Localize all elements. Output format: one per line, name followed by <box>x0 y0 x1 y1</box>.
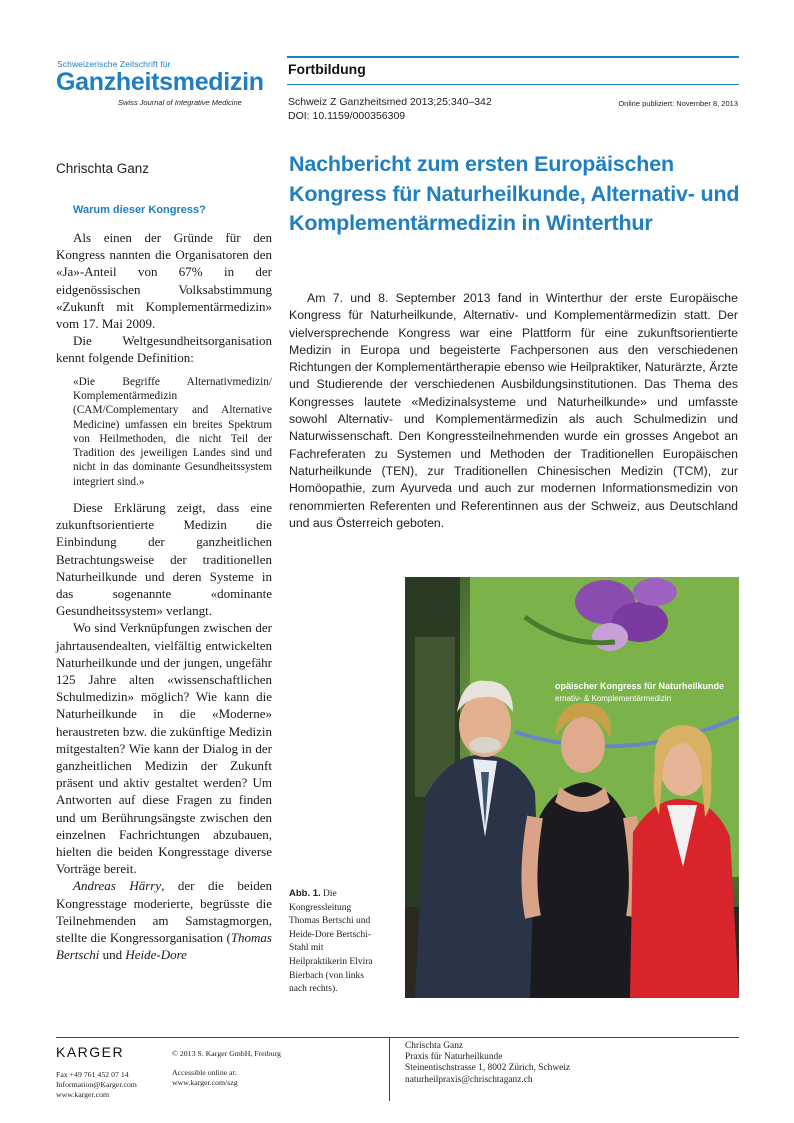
copyright: © 2013 S. Karger GmbH, Freiburg <box>172 1049 281 1058</box>
journal-subtitle: Swiss Journal of Integrative Medicine <box>118 98 242 107</box>
address-org: Praxis für Naturheilkunde <box>405 1052 503 1063</box>
caption-text: Die Kongressleitung Thomas Bertschi und Heide-Dore Bertschi-Stahl mit Heilpraktikerin Elvira Bierbach (von links nach rechts). <box>289 889 373 995</box>
person-name: Heide-Dore <box>125 947 187 963</box>
publisher-website[interactable]: www.karger.com <box>56 1090 110 1099</box>
banner-text: ernativ- & Komplementärmedizin <box>555 694 672 703</box>
access-url[interactable]: www.karger.com/szg <box>172 1078 238 1087</box>
banner-text: opäischer Kongress für Naturheilkunde <box>555 681 725 691</box>
publisher-logo: KARGER <box>56 1044 125 1060</box>
body-paragraph: Als einen der Gründe für den Kongress nannten die Organisatoren den «Ja»-Anteil von 67% in der eidgenössischen Volksabstimmung «Zukunft mit Komplementärmedizin» vom 17. Mai 2009. <box>56 230 272 332</box>
journal-title: Ganzheitsmedizin <box>56 68 264 96</box>
person-name: Thomas Bertschi <box>56 930 272 963</box>
address-street: Steinentischstrasse 1, 8002 Zürich, Schweiz <box>405 1063 571 1074</box>
fax: Fax +49 761 452 07 14 <box>56 1070 129 1079</box>
doi-link[interactable]: DOI: 10.1159/000356309 <box>288 110 406 122</box>
citation: Schweiz Z Ganzheitsmed 2013;25:340–342 <box>288 96 492 108</box>
body-paragraph: Wo sind Verknüpfungen zwischen der jahrtausendealten, vielfältig entwickelten Naturheilkunde und der jungen, ungefähr 125 Jahre alten «wissenschaftlichen Schulmedizin» möglich? Wie kann die Naturheilkunde in die «Moderne» heraustreten bzw. die zukünftige Medizin mitgestalten? Wie kann der Dialog in der ganzheitlichen Medizin der Zukunft präsent und aktiv gestaltet werden? Um Antworten auf diese Fragen zu finden und um Berührungsängste zwischen den einzelnen Fachrichtungen abzubauen, hielten die beiden Kongresstage diverse Vorträge bereit. <box>56 620 272 877</box>
journal-kicker: Schweizerische Zeitschrift für <box>57 59 171 69</box>
access-info <box>172 1068 238 1088</box>
section-rule-top <box>287 56 739 58</box>
person-name: Andreas Härry <box>73 878 162 894</box>
figure-label: Abb. 1. <box>289 888 321 899</box>
section-rule-bottom <box>287 84 739 85</box>
paragraph-text: , der die beiden Kongresstage moderierte, begrüsste die Teilnehmenden am Samstagmorgen, stellte die Kongressorganisation ( <box>56 878 272 946</box>
block-quote: «Die Begriffe Alternativmedizin/ Komplementärmedizin (CAM/Complementary and Alternative Medicine) umfassen ein breites Spektrum von Heilmethoden, die nicht Teil der Tradition des jeweiligen Landes sind und nicht in das dominante Gesundheitssystem integriert sind.» <box>73 375 272 488</box>
correspondence-address <box>405 1041 570 1086</box>
online-date: Online publiziert: November 8, 2013 <box>618 99 738 108</box>
paragraph-text: und <box>99 947 126 963</box>
section-label: Fortbildung <box>288 61 366 77</box>
address-email[interactable]: naturheilpraxis@chrischtaganz.ch <box>405 1074 533 1085</box>
address-name: Chrischta Ganz <box>405 1041 464 1051</box>
footer-divider <box>389 1037 390 1101</box>
access-label: Accessible online at: <box>172 1068 237 1077</box>
body-paragraph: Diese Erklärung zeigt, dass eine zukunftsorientierte Medizin die Einbindung der ganzheitlichen Betrachtungsweise der traditionellen Naturheilkunde und deren Systeme in das sogenannte «dominante Gesundheitssystem» verlangt. <box>56 500 272 619</box>
body-paragraph <box>56 877 272 963</box>
lead-paragraph: Am 7. und 8. September 2013 fand in Winterthur der erste Europäische Kongress für Naturheilkunde, Alternativ- und Komplementärmedizin statt. Der vielversprechende Kongress war eine Plattform für eine zukunftsorientierte Medizin in Europa und begeisterte Fachpersonen aus den verschiedenen Richtungen der Komplementärtherapie ebenso wie Heilpraktiker, Naturärzte, Ärzte und Studierende der verschiedenen Ausbildungsinstitutionen. Das Thema des Kongresses lautete «Medizinalsysteme und Naturheilkunde» und umfasste sowohl Alternativ- und Komplementärmedizin als auch Schulmedizin und Naturwissenschaft. Den Kongressteilnehmenden wurde ein grosses Angebot an Fachreferaten zu Systemen und Methoden der Traditionellen Europäischen Naturheilkunde (TEN), zur Traditionellen Chinesischen Medizin (TCM), zur Homöopathie, zum Ayurveda und auch zur modernen Informationsmedizin von renommierten Referenten und Referentinnen aus der Schweiz, aus Deutschland und aus Österreich geboten. <box>289 291 738 530</box>
publisher-contact <box>56 1070 137 1100</box>
subheading: Warum dieser Kongress? <box>73 204 206 216</box>
publisher-email[interactable]: Information@Karger.com <box>56 1080 137 1089</box>
footer-rule <box>56 1037 739 1038</box>
figure-caption <box>289 887 383 997</box>
author-name: Chrischta Ganz <box>56 161 150 176</box>
congress-photo <box>405 577 739 998</box>
article-title: Nachbericht zum ersten Europäischen Kongress für Naturheilkunde, Alternativ- und Komplementärmedizin in Winterthur <box>289 152 740 235</box>
body-paragraph: Die Weltgesundheitsorganisation kennt folgende Definition: <box>56 333 272 366</box>
body-column <box>56 204 272 963</box>
